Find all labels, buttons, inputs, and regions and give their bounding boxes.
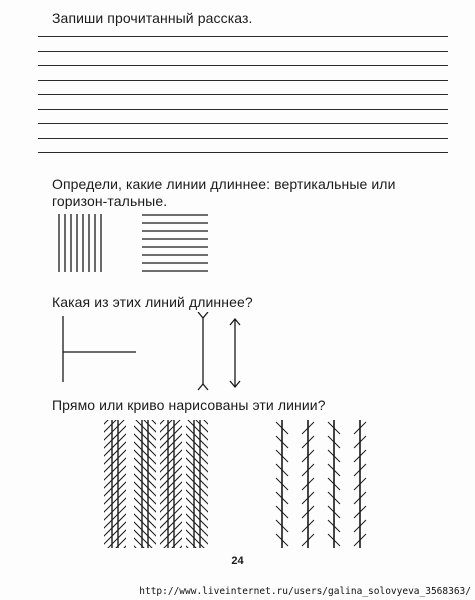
zollner-illusion-right-figure [268, 420, 376, 548]
writing-line [38, 138, 448, 139]
writing-line [38, 152, 448, 153]
task-longer-line-heading: Какая из этих линий длиннее? [52, 294, 253, 310]
writing-line [38, 109, 448, 110]
task-retell-heading: Запиши прочитанный рассказ. [52, 10, 253, 26]
writing-line [38, 80, 448, 81]
watermark-url: http://www.liveinternet.ru/users/galina_solovyeva_3568363/ [139, 586, 471, 597]
page-number: 24 [231, 555, 244, 567]
horizontal-lines-figure [142, 214, 208, 272]
writing-line [38, 123, 448, 124]
task-compare-heading: Определи, какие линии длиннее: вертикальные или горизон-тальные. [52, 176, 396, 209]
writing-lines [38, 36, 448, 166]
writing-line [38, 94, 448, 95]
vertical-lines-figure [58, 214, 106, 272]
task-straight-or-curved-heading: Прямо или криво нарисованы эти линии? [52, 397, 326, 413]
zollner-illusion-left-figure [104, 420, 208, 548]
writing-line [38, 51, 448, 52]
t-shape-lines-figure [56, 314, 140, 384]
muller-lyer-arrows-figure [192, 312, 248, 392]
writing-line [38, 65, 448, 66]
writing-line [38, 36, 448, 37]
